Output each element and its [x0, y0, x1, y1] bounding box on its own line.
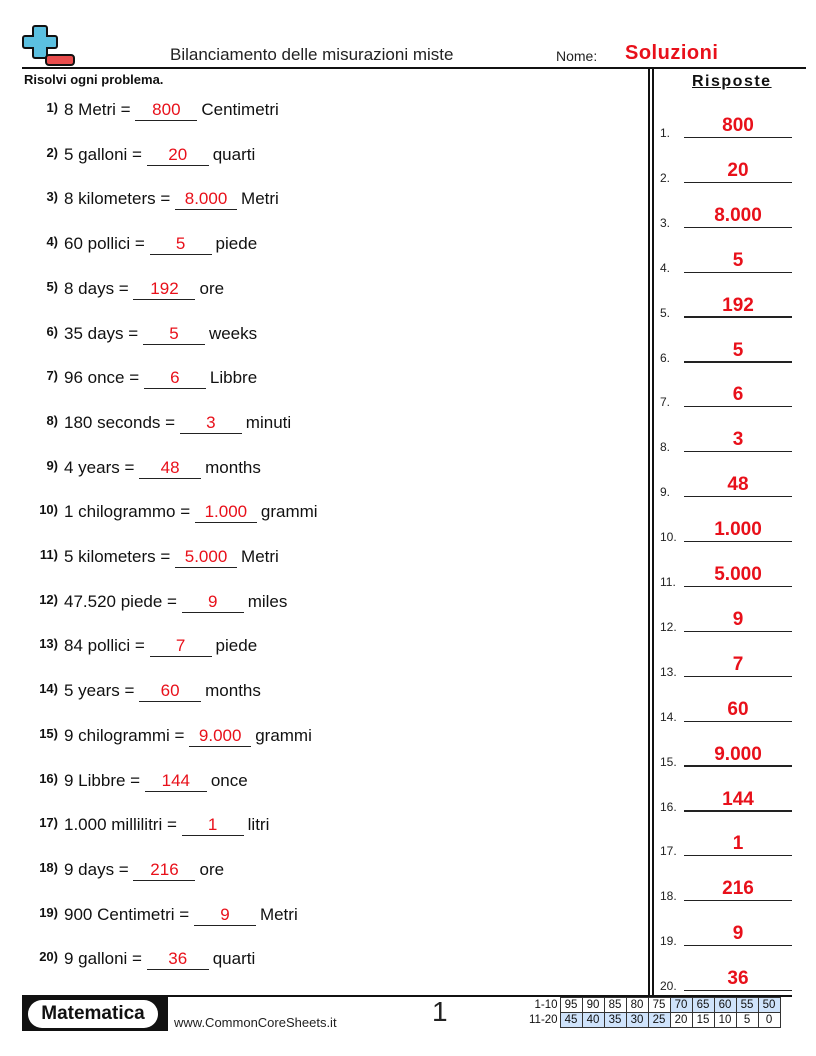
- answer-key-row: [660, 335, 792, 365]
- score-cell: 0: [758, 1013, 780, 1028]
- score-cell: 50: [758, 998, 780, 1013]
- problem-number: 17): [39, 815, 58, 831]
- answer-blank[interactable]: 800: [135, 100, 197, 121]
- problem-row: [24, 636, 257, 666]
- target-unit: ore: [199, 859, 225, 879]
- answer-blank[interactable]: 3: [180, 413, 242, 434]
- header-divider: [22, 67, 806, 69]
- target-unit: quarti: [212, 144, 256, 164]
- answer-number: 15.: [660, 754, 677, 769]
- problem-text: 4 years =: [64, 457, 135, 477]
- name-value: Soluzioni: [625, 42, 719, 64]
- problem-row: [24, 860, 224, 890]
- problem-row: [24, 905, 298, 935]
- problem-number: 16): [39, 770, 58, 786]
- problem-text: 1 chilogrammo =: [64, 502, 191, 522]
- score-table: [526, 997, 781, 1028]
- problem-text: 9 chilogrammi =: [64, 725, 185, 745]
- target-unit: once: [210, 770, 248, 790]
- answer-number: 19.: [660, 934, 677, 949]
- score-cell: 60: [714, 998, 736, 1013]
- target-unit: piede: [215, 636, 258, 656]
- problem-number: 15): [39, 725, 58, 741]
- answer-value: 192: [722, 294, 754, 316]
- problem-number: 10): [39, 502, 58, 518]
- answer-number: 4.: [660, 260, 671, 275]
- problem-text: 47.520 piede =: [64, 591, 177, 611]
- problem-row: [24, 502, 318, 532]
- answer-number: 12.: [660, 619, 677, 634]
- answer-number: 2.: [660, 170, 671, 185]
- answer-key-row: [660, 514, 792, 544]
- answer-number: 18.: [660, 889, 677, 904]
- target-unit: litri: [247, 815, 270, 835]
- answer-number: 1.: [660, 126, 671, 140]
- page-number: 1: [432, 996, 448, 1027]
- answer-blank[interactable]: 60: [139, 681, 201, 702]
- answer-number: 9.: [660, 485, 671, 500]
- answer-blank[interactable]: 5: [150, 234, 212, 255]
- target-unit: weeks: [208, 323, 258, 343]
- score-cell: 30: [626, 1013, 648, 1028]
- problem-text: 60 pollici =: [64, 234, 145, 254]
- answer-value: 20: [727, 159, 749, 181]
- answer-number: 8.: [660, 440, 671, 455]
- score-range-label: 11-20: [529, 1014, 558, 1026]
- answer-blank[interactable]: 8.000: [175, 189, 237, 210]
- problem-row: [24, 771, 248, 801]
- answer-key-row: [660, 290, 792, 320]
- problem-text: 35 days =: [64, 323, 139, 343]
- problem-row: [24, 324, 257, 354]
- problem-number: 6): [46, 323, 58, 339]
- problem-row: [24, 413, 291, 443]
- problem-number: 4): [46, 234, 58, 250]
- answer-number: 10.: [660, 530, 677, 545]
- answer-blank[interactable]: 20: [147, 145, 209, 166]
- answer-key-row: [660, 739, 792, 769]
- answer-value: 800: [722, 115, 754, 136]
- answer-number: 7.: [660, 395, 671, 410]
- target-unit: Metri: [241, 547, 279, 566]
- answer-value: 144: [722, 788, 754, 810]
- target-unit: quarti: [212, 949, 256, 969]
- problem-text: 96 once =: [64, 368, 140, 388]
- score-cell: 15: [692, 1013, 714, 1028]
- answer-blank[interactable]: 144: [145, 771, 207, 792]
- problem-number: 20): [39, 949, 58, 965]
- target-unit: minuti: [245, 412, 292, 432]
- score-cell: 45: [560, 1013, 582, 1028]
- target-unit: ore: [199, 278, 225, 298]
- answer-blank[interactable]: 216: [133, 860, 195, 881]
- column-divider: [652, 68, 654, 996]
- score-cell: 70: [670, 998, 692, 1013]
- answer-value: 36: [727, 968, 749, 990]
- score-row: [526, 1013, 780, 1028]
- score-cell: 80: [626, 998, 648, 1013]
- problem-row: [24, 815, 269, 845]
- problem-text: 5 galloni =: [64, 144, 142, 164]
- target-unit: piede: [215, 234, 258, 254]
- problem-text: 9 Libbre =: [64, 770, 141, 790]
- score-cell: 75: [648, 998, 670, 1013]
- score-cell: 90: [582, 998, 604, 1013]
- answer-key-row: [660, 873, 792, 903]
- problem-text: 9 galloni =: [64, 949, 142, 969]
- target-unit: months: [205, 681, 261, 701]
- plus-minus-logo-icon: [22, 24, 78, 66]
- problem-number: 11): [39, 547, 58, 562]
- answer-key-row: [660, 559, 792, 589]
- answer-blank[interactable]: 5: [143, 324, 205, 345]
- answer-number: 6.: [660, 350, 671, 365]
- answer-blank[interactable]: 7: [150, 636, 212, 657]
- problem-number: 18): [39, 859, 58, 875]
- answer-blank[interactable]: 36: [147, 949, 209, 970]
- problem-number: 5): [46, 278, 58, 294]
- target-unit: grammi: [260, 502, 318, 522]
- answer-value: 3: [732, 429, 744, 451]
- target-unit: Libbre: [209, 368, 258, 388]
- problem-row: [24, 234, 257, 264]
- answer-key-row: [660, 694, 792, 724]
- answer-blank[interactable]: 1.000: [195, 502, 257, 523]
- problem-text: 9 days =: [64, 859, 129, 879]
- score-cell: 10: [714, 1013, 736, 1028]
- score-cell: 35: [604, 1013, 626, 1028]
- target-unit: grammi: [255, 725, 312, 745]
- answer-number: 13.: [660, 664, 677, 679]
- problem-row: [24, 145, 255, 175]
- problem-text: 8 kilometers =: [64, 189, 171, 209]
- answer-blank[interactable]: 9.000: [189, 726, 251, 747]
- target-unit: Metri: [259, 904, 298, 924]
- target-unit: Metri: [241, 189, 279, 209]
- problem-row: [24, 100, 279, 130]
- brand-label: Matematica: [28, 1000, 158, 1028]
- problem-row: [24, 592, 287, 622]
- answer-blank[interactable]: 1: [182, 815, 244, 836]
- score-cell: 55: [736, 998, 758, 1013]
- answer-blank[interactable]: 9: [182, 592, 244, 613]
- answer-value: 9: [732, 923, 744, 945]
- score-row: [526, 998, 780, 1013]
- answer-number: 11.: [660, 575, 676, 589]
- problem-number: 2): [46, 144, 58, 160]
- answer-key-row: [660, 110, 792, 140]
- answer-key-row: [660, 469, 792, 499]
- score-cell: 65: [692, 998, 714, 1013]
- answer-key-row: [660, 200, 792, 230]
- problem-text: 84 pollici =: [64, 636, 145, 656]
- answer-value: 1: [732, 833, 744, 855]
- answer-key-row: [660, 245, 792, 275]
- worksheet-title: Bilanciamento delle misurazioni miste: [170, 45, 454, 64]
- score-cell: 85: [604, 998, 626, 1013]
- column-divider: [648, 68, 650, 996]
- problem-row: [24, 368, 257, 398]
- problem-text: 5 years =: [64, 681, 135, 701]
- answer-key-row: [660, 155, 792, 185]
- answer-key-row: [660, 379, 792, 409]
- problem-number: 9): [46, 457, 58, 473]
- problem-text: 5 kilometers =: [64, 547, 171, 566]
- answer-blank[interactable]: 48: [139, 458, 201, 479]
- problem-row: [24, 949, 255, 979]
- score-cell: 40: [582, 1013, 604, 1028]
- answer-value: 8.000: [714, 204, 762, 226]
- problem-number: 13): [39, 636, 58, 652]
- answer-key-row: [660, 784, 792, 814]
- site-url[interactable]: www.CommonCoreSheets.it: [174, 1015, 337, 1030]
- answer-blank[interactable]: 9: [194, 905, 256, 926]
- score-range-label: 1-10: [534, 999, 558, 1011]
- problem-row: [24, 726, 312, 756]
- answer-value: 5: [732, 249, 744, 271]
- problem-number: 12): [39, 591, 58, 607]
- score-cell: 5: [736, 1013, 758, 1028]
- problem-row: [24, 189, 279, 219]
- problem-number: 19): [39, 904, 58, 920]
- problem-number: 3): [46, 189, 58, 205]
- answer-number: 5.: [660, 305, 671, 320]
- answer-value: 9.000: [714, 743, 762, 765]
- target-unit: miles: [247, 591, 288, 611]
- problem-text: 8 Metri =: [64, 100, 131, 119]
- answer-value: 48: [727, 474, 749, 496]
- answer-key-row: [660, 918, 792, 948]
- problem-text: 180 seconds =: [64, 412, 176, 432]
- problem-number: 1): [46, 100, 58, 115]
- answer-key-row: [660, 604, 792, 634]
- problem-text: 8 days =: [64, 278, 129, 298]
- answer-value: 216: [722, 878, 754, 900]
- score-cell: 20: [670, 1013, 692, 1028]
- answer-blank[interactable]: 5.000: [175, 547, 237, 568]
- answer-value: 6: [732, 384, 744, 406]
- answer-value: 60: [727, 698, 749, 720]
- problem-row: [24, 458, 261, 488]
- target-unit: months: [205, 457, 261, 477]
- answer-number: 17.: [660, 844, 677, 859]
- answer-value: 5: [732, 339, 744, 361]
- answer-number: 14.: [660, 709, 677, 724]
- answer-blank[interactable]: 6: [144, 368, 206, 389]
- instructions: Risolvi ogni problema.: [24, 72, 164, 87]
- answer-value: 5.000: [714, 564, 762, 585]
- problem-row: [24, 681, 261, 711]
- problem-row: [24, 279, 224, 309]
- problem-row: [24, 547, 279, 577]
- problem-text: 1.000 millilitri =: [64, 815, 177, 835]
- target-unit: Centimetri: [201, 100, 279, 119]
- answer-blank[interactable]: 192: [133, 279, 195, 300]
- score-cell: 25: [648, 1013, 670, 1028]
- answer-number: 3.: [660, 215, 671, 230]
- problem-number: 14): [39, 681, 58, 697]
- problem-number: 8): [46, 412, 58, 428]
- problem-text: 900 Centimetri =: [64, 904, 190, 924]
- answer-key-row: [660, 828, 792, 858]
- answers-title: Risposte: [692, 73, 772, 90]
- problem-number: 7): [46, 368, 58, 384]
- answer-key-row: [660, 649, 792, 679]
- name-label: Nome:: [556, 48, 598, 64]
- answer-value: 1.000: [714, 519, 762, 541]
- answer-value: 9: [732, 608, 744, 630]
- answer-value: 7: [732, 653, 744, 675]
- score-cell: 95: [560, 998, 582, 1013]
- answer-key-row: [660, 963, 792, 993]
- answer-number: 16.: [660, 799, 677, 814]
- answer-key-row: [660, 424, 792, 454]
- answer-number: 20.: [660, 979, 677, 994]
